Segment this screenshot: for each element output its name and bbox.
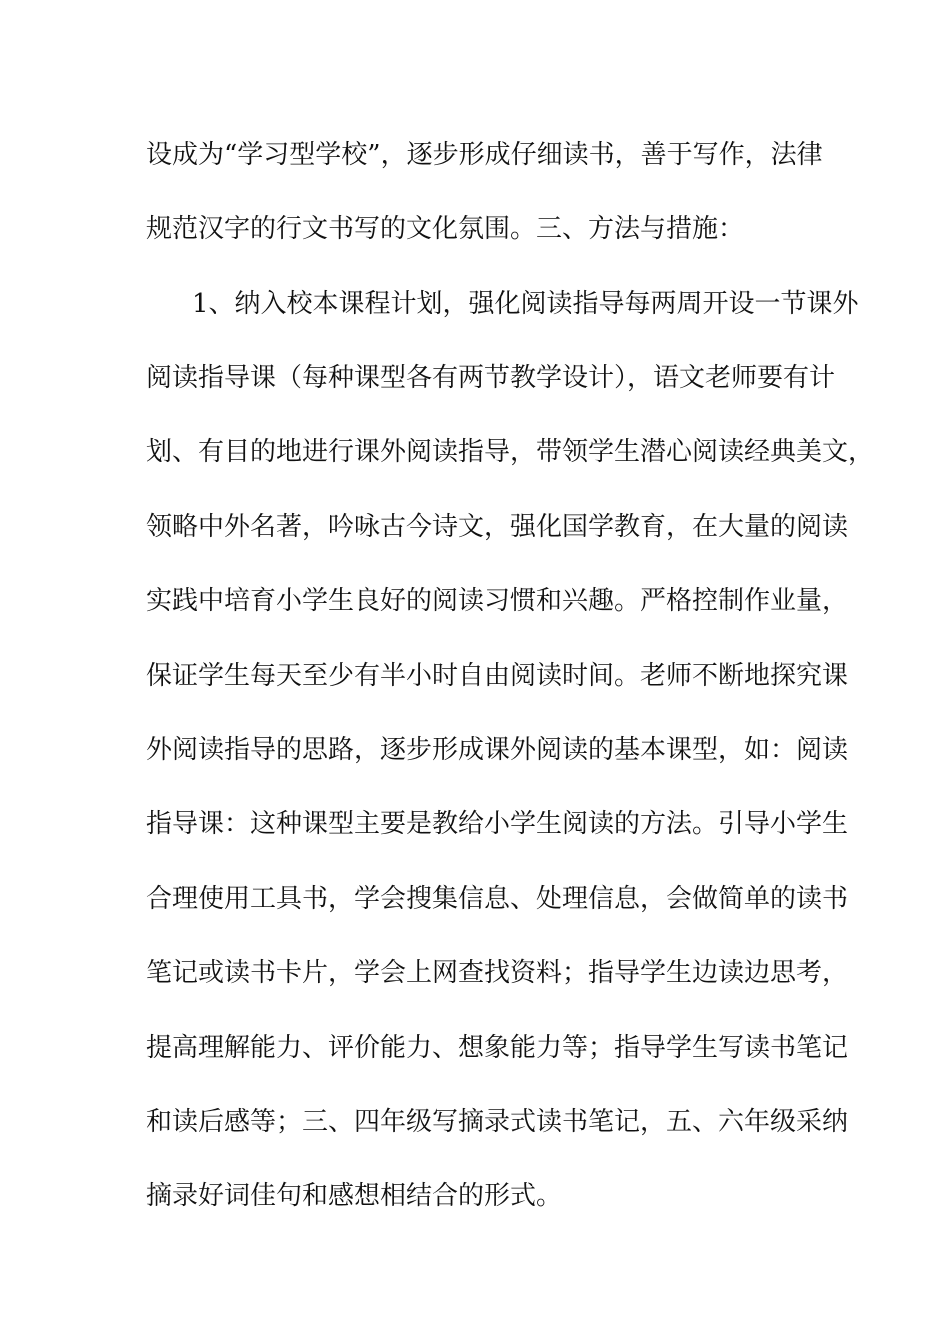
text-line: 和读后感等；三、四年级写摘录式读书笔记，五、六年级采纳 <box>146 1107 849 1137</box>
text-line: 指导课：这种课型主要是教给小学生阅读的方法。引导小学生 <box>146 809 849 839</box>
text-line: 保证学生每天至少有半小时自由阅读时间。老师不断地探究课 <box>146 661 849 691</box>
text-line: 笔记或读书卡片，学会上网查找资料；指导学生边读边思考， <box>146 958 849 988</box>
text-line: 1、纳入校本课程计划，强化阅读指导每两周开设一节课外 <box>192 289 859 319</box>
text-line: 合理使用工具书，学会搜集信息、处理信息，会做简单的读书 <box>146 884 849 914</box>
text-line: 设成为“学习型学校”，逐步形成仔细读书，善于写作，法律 <box>146 140 823 170</box>
text-line: 领略中外名著，吟咏古今诗文，强化国学教育，在大量的阅读 <box>146 512 849 542</box>
text-line: 规范汉字的行文书写的文化氛围。三、方法与措施： <box>146 214 745 244</box>
text-line: 划、有目的地进行课外阅读指导，带领学生潜心阅读经典美文， <box>146 437 875 467</box>
text-line: 阅读指导课（每种课型各有两节教学设计），语文老师要有计 <box>146 363 836 393</box>
text-line: 摘录好词佳句和感想相结合的形式。 <box>146 1181 563 1211</box>
text-line: 实践中培育小学生良好的阅读习惯和兴趣。严格控制作业量， <box>146 586 849 616</box>
text-line: 外阅读指导的思路，逐步形成课外阅读的基本课型，如：阅读 <box>146 735 849 765</box>
text-line: 提高理解能力、评价能力、想象能力等；指导学生写读书笔记 <box>146 1033 849 1063</box>
